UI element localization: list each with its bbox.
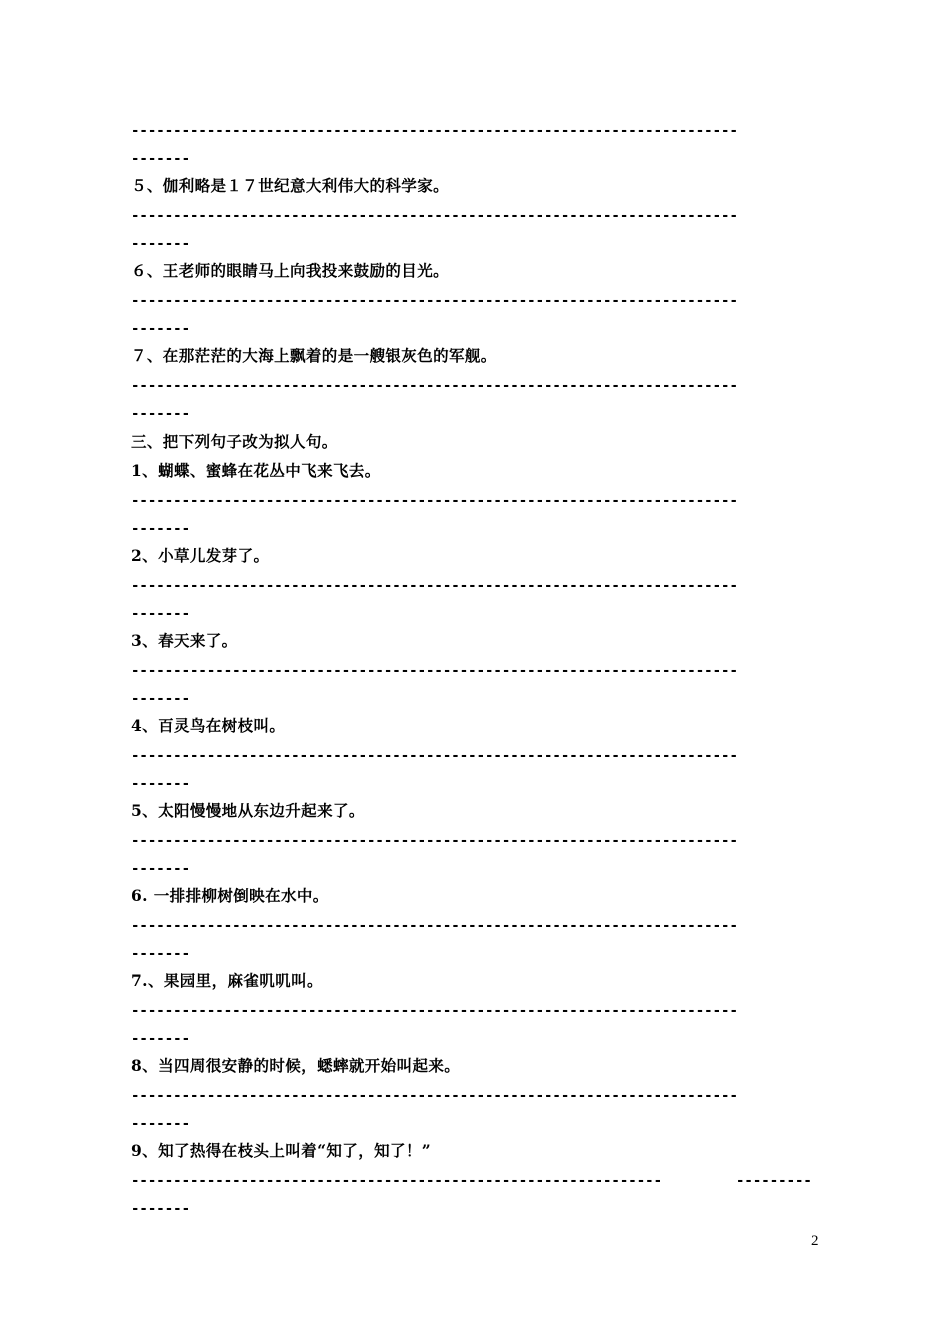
answer-line-tail: -------	[131, 691, 191, 707]
answer-line: ------------------------------------------------------------------------	[131, 493, 738, 509]
question-p9: 9、知了热得在枝头上叫着“知了，知了！”	[131, 1141, 432, 1160]
question-p5: 5、太阳慢慢地从东边升起来了。	[131, 801, 365, 820]
answer-line: ------------------------------------------------------------------------	[131, 1003, 738, 1019]
question-p6: 6. 一排排柳树倒映在水中。	[131, 886, 329, 905]
answer-line: ------------------------------------------------------------------------	[131, 123, 738, 139]
answer-line-tail: -------	[131, 946, 191, 962]
question-p7: 7.、果园里，麻雀叽叽叫。	[131, 971, 323, 990]
answer-line: ------------------------------------------------------------------------	[131, 748, 738, 764]
answer-line-part-a: ---------------------------------------------------------------	[131, 1173, 663, 1189]
answer-line: ------------------------------------------------------------------------	[131, 663, 738, 679]
answer-line: ------------------------------------------------------------------------	[131, 378, 738, 394]
question-r6: ６、王老师的眼睛马上向我投来鼓励的目光。	[131, 261, 450, 280]
answer-line-tail: -------	[131, 406, 191, 422]
answer-line-tail: -------	[131, 321, 191, 337]
answer-line-tail: -------	[131, 861, 191, 877]
answer-line-tail: -------	[131, 521, 191, 537]
question-p8: 8、当四周很安静的时候，蟋蟀就开始叫起来。	[131, 1056, 461, 1075]
answer-line-tail: -------	[131, 606, 191, 622]
answer-line-tail: -------	[131, 1116, 191, 1132]
question-p4: 4、百灵鸟在树枝叫。	[131, 716, 286, 735]
answer-line: ------------------------------------------------------------------------	[131, 208, 738, 224]
answer-line: ------------------------------------------------------------------------	[131, 1088, 738, 1104]
question-p1: 1、蝴蝶、蜜蜂在花丛中飞来飞去。	[131, 461, 381, 480]
answer-line: ------------------------------------------------------------------------	[131, 578, 738, 594]
answer-line: ------------------------------------------------------------------------	[131, 833, 738, 849]
question-r5: ５、伽利略是１７世纪意大利伟大的科学家。	[131, 176, 450, 195]
answer-line-tail: -------	[131, 1031, 191, 1047]
question-p2: 2、小草儿发芽了。	[131, 546, 270, 565]
answer-line: ------------------------------------------------------------------------	[131, 918, 738, 934]
answer-line-tail: -------	[131, 776, 191, 792]
answer-line: ------------------------------------------------------------------------	[131, 293, 738, 309]
answer-line-tail: -------	[131, 1201, 191, 1217]
section-heading: 三、把下列句子改为拟人句。	[131, 432, 338, 451]
page-number: 2	[811, 1233, 819, 1249]
question-p3: 3、春天来了。	[131, 631, 238, 650]
answer-line-tail: -------	[131, 236, 191, 252]
answer-line-tail: -------	[131, 151, 191, 167]
answer-line-part-b: ---------	[736, 1173, 812, 1189]
question-r7: ７、在那茫茫的大海上飘着的是一艘银灰色的军舰。	[131, 346, 497, 365]
